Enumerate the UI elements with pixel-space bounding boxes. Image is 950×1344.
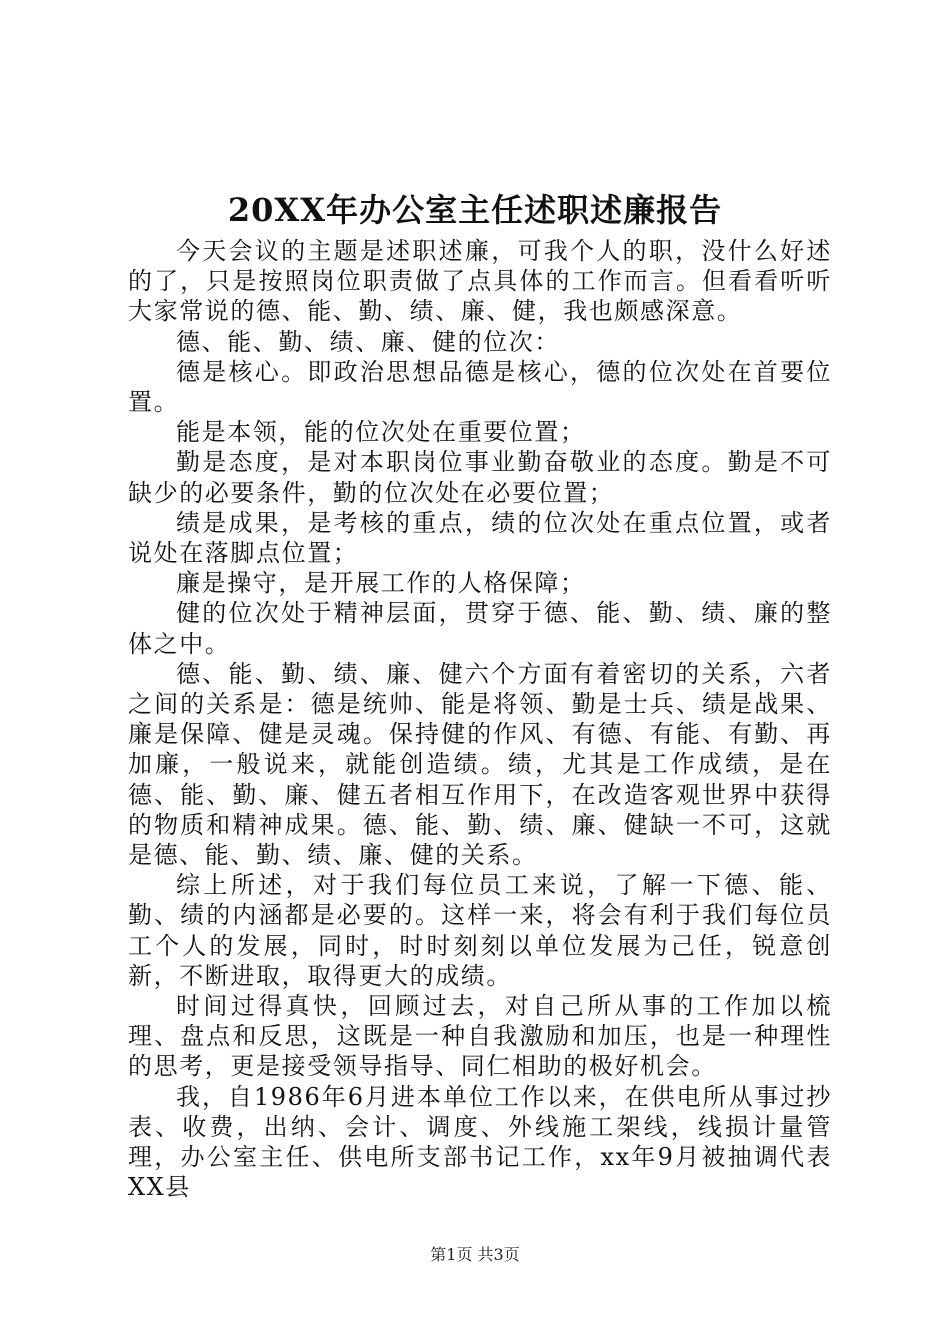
paragraph: 能是本领，能的位次处在重要位置； — [176, 418, 586, 447]
paragraph: 德是核心。即政治思想品德是核心，德的位次处在首要位置。 — [128, 357, 832, 417]
document-title: 20XX年办公室主任述职述廉报告 — [227, 191, 723, 229]
paragraph: 勤是态度，是对本职岗位事业勤奋敬业的态度。勤是不可缺少的必要条件，勤的位次处在必要位置； — [128, 448, 832, 507]
paragraph: 德、能、勤、绩、廉、健六个方面有着密切的关系，六者之间的关系是：德是统帅、能是将领、勤是士兵、绩是战果、廉是保障、健是灵魂。保持健的作风、有德、有能、有勤、再加廉，一般说来，就能创造绩。绩，尤其是工作成绩，是在德、能、勤、廉、健五者相互作用下，在改造客观世界中获得的物质和精神成果。德、能、勤、绩、廉、健缺一不可，这就是德、能、勤、绩、廉、健的关系。 — [128, 659, 832, 870]
paragraph: 今天会议的主题是述职述廉，可我个人的职，没什么好述的了，只是按照岗位职责做了点具体的工作而言。但看看听听大家常说的德、能、勤、绩、廉、健，我也颇感深意。 — [128, 237, 832, 326]
paragraph: 时间过得真快，回顾过去，对自己所从事的工作加以梳理、盘点和反思，这既是一种自我激励和加压，也是一种理性的思考，更是接受领导指导、同仁相助的极好机会。 — [128, 992, 832, 1081]
document-body — [128, 236, 832, 1203]
paragraph: 健的位次处于精神层面，贯穿于德、能、勤、绩、廉的整体之中。 — [128, 599, 832, 658]
paragraph: 廉是操守，是开展工作的人格保障； — [176, 569, 586, 598]
paragraph: 综上所述，对于我们每位员工来说，了解一下德、能、勤、绩的内涵都是必要的。这样一来，将会有利于我们每位员工个人的发展，同时，时时刻刻以单位发展为己任，锐意创新，不断进取，取得更大的成绩。 — [128, 871, 832, 990]
paragraph: 我，自1986年6月进本单位工作以来，在供电所从事过抄表、收费，出纳、会计、调度、外线施工架线，线损计量管理，办公室主任、供电所支部书记工作，xx年9月被抽调代表XX县 — [128, 1082, 832, 1202]
paragraph: 德、能、勤、绩、廉、健的位次： — [176, 327, 560, 356]
page-footer: 第1页 共3页 — [430, 1245, 520, 1264]
paragraph: 绩是成果，是考核的重点，绩的位次处在重点位置，或者说处在落脚点位置； — [128, 508, 832, 568]
